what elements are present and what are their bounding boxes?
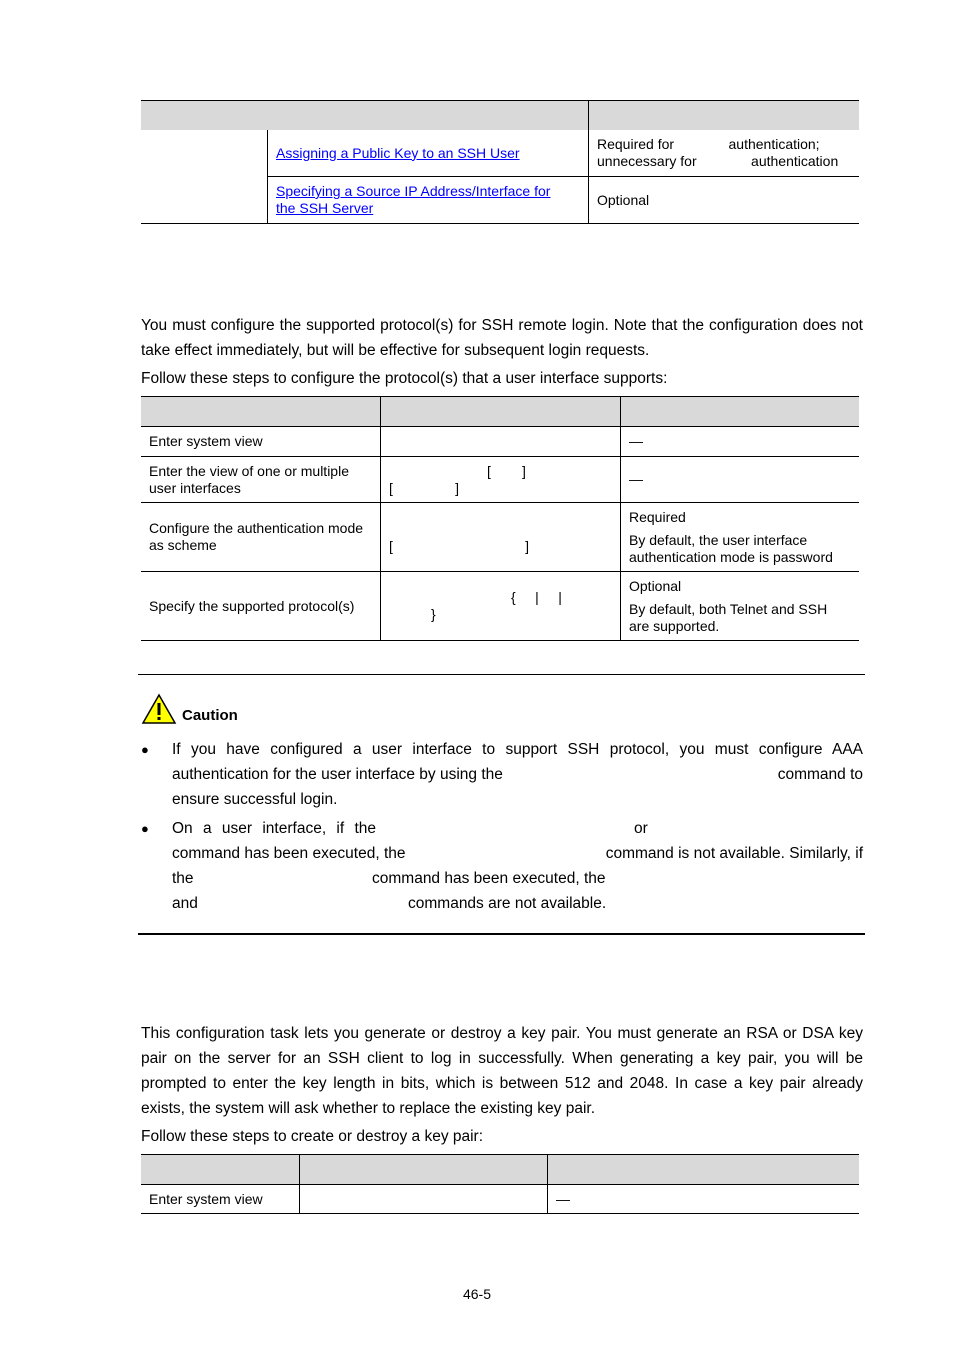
cell-note: Optional: [589, 177, 860, 224]
caution-bullet: [141, 816, 863, 916]
cell-text: By default, the user interface: [629, 531, 808, 548]
table-header: [141, 1155, 859, 1185]
cell-command: [381, 427, 621, 457]
cell-operation: Specify the supported protocol(s): [141, 572, 381, 641]
cell-remark: [621, 572, 860, 641]
cell-text: [ ]: [389, 479, 460, 496]
bullet-line: ensure successful login.: [172, 791, 338, 808]
cell-text: user interfaces: [149, 479, 241, 496]
table-header: [141, 101, 859, 131]
bullet-line: [172, 891, 863, 916]
paragraph: This configuration task lets you generate or destroy a key pair. You must generate an RSA or DSA key pair on the server for an SSH client to log in successfully. When generating a key pair, you will be prompted to enter the key length in bits, which is between 512 and 2048. In case a key pair already exists, the system will ask whether to replace the existing key pair.: [141, 1025, 863, 1117]
cell-text: Configure the authentication mode: [149, 520, 364, 536]
paragraph: You must configure the supported protocol(s) for SSH remote login. Note that the configuration does not take effect immediately, but will be effective for subsequent login requests.: [141, 317, 863, 359]
table-row: [141, 130, 859, 177]
cell-remark: [621, 503, 860, 572]
table-row: [141, 1185, 859, 1214]
paragraph: Follow these steps to configure the protocol(s) that a user interface supports:: [141, 370, 668, 387]
intro-text: [141, 313, 863, 391]
cell-operation: Enter system view: [141, 1185, 300, 1214]
cell-operation: [141, 503, 381, 572]
bullet-text: command is not available. Similarly, if: [605, 845, 863, 862]
table-protocol-steps: [141, 396, 859, 641]
cell-text: authentication mode is password: [629, 548, 833, 565]
cell-command: [381, 457, 621, 503]
table-header: [141, 397, 859, 427]
cell-text: Optional: [629, 577, 682, 594]
cell-command: [381, 572, 621, 641]
cell-operation: [141, 457, 381, 503]
cell-text: By default, both Telnet and SSH: [629, 600, 828, 617]
table-keypair-steps: [141, 1154, 859, 1214]
bullet-line: If you have configured a user interface to support SSH protocol, you must configure AAA: [172, 741, 863, 758]
cell-remark: —: [621, 457, 860, 503]
cell-text: as scheme: [149, 537, 217, 553]
bullet-text: commands are not available.: [408, 895, 607, 912]
bullet-icon: ●: [141, 821, 149, 836]
cell-text: { | |: [511, 589, 562, 605]
bullet-text: command has been executed, the: [172, 845, 406, 862]
table-ssh-tasks: [141, 100, 859, 224]
bullet-text: command has been executed, the: [372, 870, 606, 887]
bullet-line: [172, 762, 863, 787]
cell-note: Required for authentication;: [597, 136, 820, 152]
cell-text: }: [431, 606, 436, 622]
page-number: 46-5: [462, 1286, 492, 1302]
cell-text: are supported.: [629, 617, 720, 634]
bullet-text: and: [172, 895, 198, 912]
bullet-text: or: [634, 820, 648, 837]
table-row: [141, 427, 859, 457]
bullet-text: command to: [777, 766, 863, 783]
link-text: Specifying a Source IP Address/Interface for: [276, 183, 551, 199]
bullet-text: authentication for the user interface by using the: [172, 766, 503, 783]
table-row: [141, 503, 859, 572]
cell-remark: —: [548, 1185, 860, 1214]
caution-box: [138, 674, 865, 935]
bullet-line: [172, 841, 863, 866]
cell-text: [ ]: [487, 462, 526, 479]
table-row: [141, 457, 859, 503]
bullet-text: On a user interface, if the: [172, 820, 377, 837]
cell-command: [ ]: [381, 503, 621, 572]
link-source-ip[interactable]: [276, 183, 550, 216]
cell-command: [300, 1185, 548, 1214]
cell-operation: Enter system view: [141, 427, 381, 457]
warning-icon: [141, 693, 177, 725]
cell-text: Required: [629, 508, 686, 525]
bullet-text: the: [172, 870, 194, 887]
keypair-text: [141, 1021, 863, 1149]
bullet-icon: ●: [141, 742, 149, 757]
cell-text: Enter the view of one or multiple: [149, 462, 349, 479]
bullet-line: [172, 866, 863, 891]
cell-remark: —: [621, 427, 860, 457]
link-text: the SSH Server: [276, 200, 374, 216]
bullet-line: [172, 816, 863, 841]
caution-title: Caution: [182, 707, 238, 724]
table-row: [141, 572, 859, 641]
cell-note: unnecessary for authentication: [597, 153, 839, 169]
caution-bullet: [141, 737, 863, 812]
paragraph: Follow these steps to create or destroy a key pair:: [141, 1128, 484, 1145]
link-assign-public-key[interactable]: Assigning a Public Key to an SSH User: [276, 144, 520, 161]
